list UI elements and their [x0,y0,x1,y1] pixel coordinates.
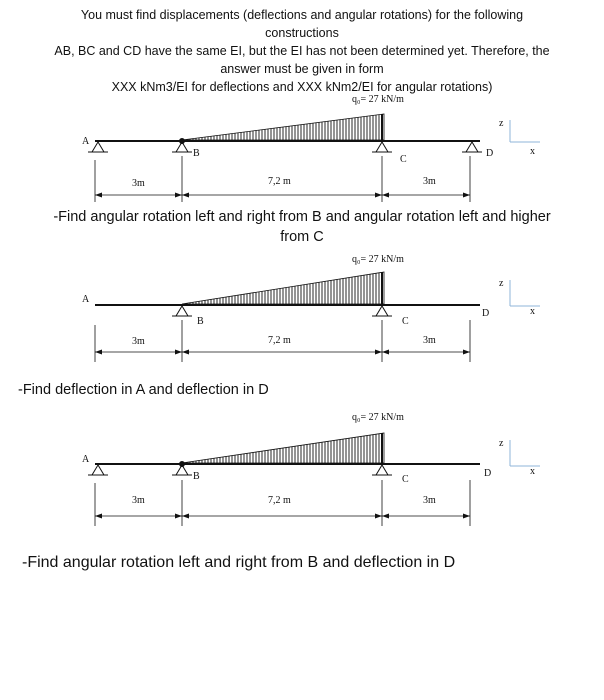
support-b [172,306,192,316]
svg-text:z: z [499,118,504,129]
load-label [352,94,404,105]
beam-diagram-3 [0,408,604,538]
support-d [462,142,482,152]
task-1-line-1: -Find angular rotation left and right from B and angular rotation left and higher [53,209,551,225]
label-b: B [197,316,204,327]
span-cd: 3m [423,176,436,187]
axis-indicator [499,118,540,157]
support-c [372,306,392,316]
intro-line-4: answer must be given in form [220,62,384,76]
support-a [88,465,108,475]
span-ab: 3m [132,178,145,189]
label-b: B [193,148,200,159]
span-ab: 3m [132,495,145,506]
span-bc: 7,2 m [268,176,291,187]
label-c: C [402,316,409,327]
task-1 [0,207,604,247]
load-label [352,254,404,265]
span-ab: 3m [132,336,145,347]
svg-text:q₀= 27 kN/m: q₀= 27 kN/m [352,412,404,423]
triangular-load [182,433,384,463]
span-cd: 3m [423,335,436,346]
intro-line-2: constructions [265,26,339,40]
label-a: A [82,454,90,465]
task-3: -Find angular rotation left and right from B and deflection in D [22,554,456,571]
svg-text:z: z [499,438,504,449]
beam-diagram-1 [0,90,604,220]
label-d: D [486,148,494,159]
label-b: B [193,471,200,482]
task-2: -Find deflection in A and deflection in D [18,382,269,398]
triangular-load [182,272,384,304]
intro-line-1: You must find displacements (deflections and angular rotations) for the following [80,8,524,22]
label-a: A [82,136,90,147]
axis-indicator [499,278,540,317]
beam-diagram-2 [0,250,604,380]
label-d: D [484,468,492,479]
svg-text:z: z [499,278,504,289]
span-bc: 7,2 m [268,335,291,346]
svg-text:q₀= 27 kN/m: q₀= 27 kN/m [352,254,404,265]
label-a: A [82,294,90,305]
svg-text:q₀= 27 kN/m: q₀= 27 kN/m [352,94,404,105]
triangular-load [182,114,384,140]
load-label [352,412,404,423]
task-1-line-2: from C [280,229,324,245]
support-a [88,142,108,152]
label-d: D [482,308,490,319]
svg-text:x: x [530,306,535,317]
svg-text:x: x [530,466,535,477]
svg-text:x: x [530,146,535,157]
label-c: C [400,154,407,165]
span-bc: 7,2 m [268,495,291,506]
axis-indicator [499,438,540,477]
label-c: C [402,474,409,485]
support-c [372,142,392,152]
span-cd: 3m [423,495,436,506]
intro-line-3: AB, BC and CD have the same EI, but the EI has not been determined yet. Therefore, the [54,44,550,58]
intro-line-5: XXX kNm3/EI for deflections and XXX kNm2/EI for angular rotations) [111,80,493,94]
support-c [372,465,392,475]
problem-statement [0,6,604,96]
